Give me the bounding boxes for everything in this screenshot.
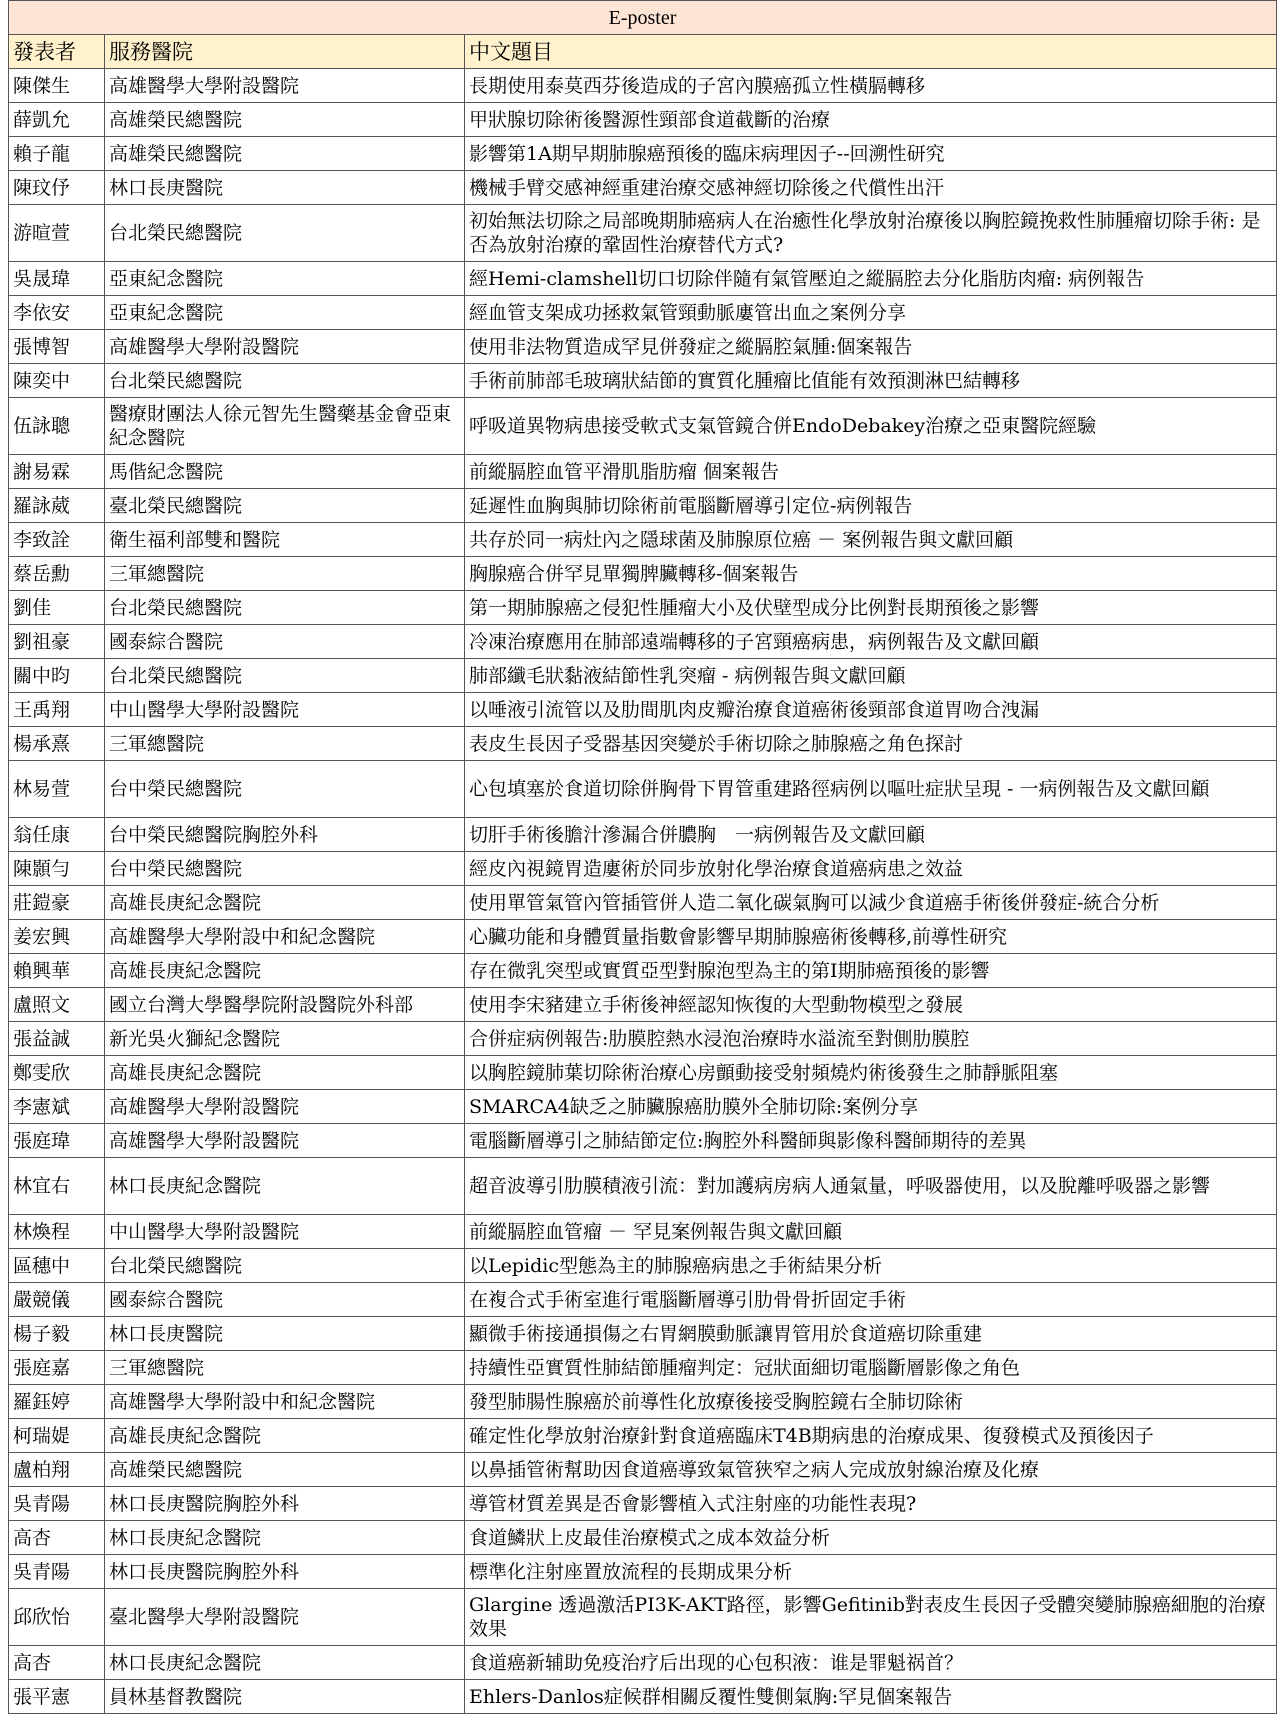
topic-cell: 以胸腔鏡肺葉切除術治療心房顫動接受射頻燒灼術後發生之肺靜脈阻塞	[465, 1056, 1277, 1090]
presenter-cell: 張庭嘉	[9, 1351, 105, 1385]
title-row	[9, 1, 1277, 35]
presenter-cell: 賴興華	[9, 954, 105, 988]
presenter-cell: 賴子龍	[9, 137, 105, 171]
topic-cell: 發型肺腸性腺癌於前導性化放療後接受胸腔鏡右全肺切除術	[465, 1385, 1277, 1419]
presenter-cell: 羅鈺婷	[9, 1385, 105, 1419]
presenter-cell: 吳青陽	[9, 1487, 105, 1521]
topic-cell: 持續性亞實質性肺結節腫瘤判定：冠狀面細切電腦斷層影像之角色	[465, 1351, 1277, 1385]
table-row	[9, 1317, 1277, 1351]
table-row	[9, 1589, 1277, 1646]
hospital-cell: 台北榮民總醫院	[105, 364, 465, 398]
table-row	[9, 455, 1277, 489]
topic-cell: 顯微手術接通損傷之右胃網膜動脈讓胃管用於食道癌切除重建	[465, 1317, 1277, 1351]
topic-cell: SMARCA4缺乏之肺臟腺癌肋膜外全肺切除:案例分享	[465, 1090, 1277, 1124]
topic-cell: 前縱膈腔血管瘤 － 罕見案例報告與文獻回顧	[465, 1215, 1277, 1249]
table-row	[9, 1419, 1277, 1453]
presenter-cell: 張庭瑋	[9, 1124, 105, 1158]
table-row	[9, 489, 1277, 523]
hospital-cell: 新光吳火獅紀念醫院	[105, 1022, 465, 1056]
presenter-cell: 鄭雯欣	[9, 1056, 105, 1090]
header-presenter: 發表者	[9, 35, 105, 69]
hospital-cell: 國立台灣大學醫學院附設醫院外科部	[105, 988, 465, 1022]
presenter-cell: 翁任康	[9, 818, 105, 852]
table-row	[9, 330, 1277, 364]
hospital-cell: 馬偕紀念醫院	[105, 455, 465, 489]
table-row	[9, 262, 1277, 296]
hospital-cell: 台北榮民總醫院	[105, 591, 465, 625]
presenter-cell: 高杏	[9, 1646, 105, 1680]
presenter-cell: 關中昀	[9, 659, 105, 693]
hospital-cell: 三軍總醫院	[105, 727, 465, 761]
presenter-cell: 王禹翔	[9, 693, 105, 727]
topic-cell: 使用單管氣管內管插管併人造二氧化碳氣胸可以減少食道癌手術後併發症-統合分析	[465, 886, 1277, 920]
presenter-cell: 李致詮	[9, 523, 105, 557]
topic-cell: 機械手臂交感神經重建治療交感神經切除後之代償性出汗	[465, 171, 1277, 205]
hospital-cell: 三軍總醫院	[105, 1351, 465, 1385]
presenter-cell: 吳青陽	[9, 1555, 105, 1589]
table-row	[9, 988, 1277, 1022]
table-row	[9, 103, 1277, 137]
table-row	[9, 1158, 1277, 1215]
presenter-cell: 盧柏翔	[9, 1453, 105, 1487]
table-row	[9, 171, 1277, 205]
presenter-cell: 楊承熹	[9, 727, 105, 761]
table-row	[9, 1385, 1277, 1419]
topic-cell: 導管材質差異是否會影響植入式注射座的功能性表現?	[465, 1487, 1277, 1521]
presenter-cell: 陳奕中	[9, 364, 105, 398]
presenter-cell: 游暄萱	[9, 205, 105, 262]
hospital-cell: 臺北醫學大學附設醫院	[105, 1589, 465, 1646]
hospital-cell: 林口長庚醫院胸腔外科	[105, 1487, 465, 1521]
hospital-cell: 台北榮民總醫院	[105, 659, 465, 693]
table-row	[9, 591, 1277, 625]
table-row	[9, 886, 1277, 920]
topic-cell: 確定性化學放射治療針對食道癌臨床T4B期病患的治療成果、復發模式及預後因子	[465, 1419, 1277, 1453]
topic-cell: 經血管支架成功拯救氣管頸動脈廔管出血之案例分享	[465, 296, 1277, 330]
table-row	[9, 296, 1277, 330]
presenter-cell: 張博智	[9, 330, 105, 364]
table-row	[9, 398, 1277, 455]
topic-cell: 合併症病例報告:肋膜腔熱水浸泡治療時水溢流至對側肋膜腔	[465, 1022, 1277, 1056]
table-row	[9, 625, 1277, 659]
topic-cell: 標準化注射座置放流程的長期成果分析	[465, 1555, 1277, 1589]
table-row	[9, 1453, 1277, 1487]
presenter-cell: 嚴競儀	[9, 1283, 105, 1317]
hospital-cell: 高雄醫學大學附設中和紀念醫院	[105, 920, 465, 954]
hospital-cell: 台北榮民總醫院	[105, 205, 465, 262]
hospital-cell: 林口長庚紀念醫院	[105, 1521, 465, 1555]
table-row	[9, 761, 1277, 818]
table-row	[9, 1283, 1277, 1317]
table-row	[9, 659, 1277, 693]
table-row	[9, 954, 1277, 988]
topic-cell: 食道鱗狀上皮最佳治療模式之成本效益分析	[465, 1521, 1277, 1555]
hospital-cell: 中山醫學大學附設醫院	[105, 693, 465, 727]
table-row	[9, 1090, 1277, 1124]
hospital-cell: 國泰綜合醫院	[105, 625, 465, 659]
hospital-cell: 中山醫學大學附設醫院	[105, 1215, 465, 1249]
presenter-cell: 劉祖豪	[9, 625, 105, 659]
topic-cell: 肺部纖毛狀黏液結節性乳突瘤 - 病例報告與文獻回顧	[465, 659, 1277, 693]
hospital-cell: 臺北榮民總醫院	[105, 489, 465, 523]
topic-cell: 第一期肺腺癌之侵犯性腫瘤大小及伏壁型成分比例對長期預後之影響	[465, 591, 1277, 625]
presenter-cell: 區穗中	[9, 1249, 105, 1283]
presenter-cell: 薛凱允	[9, 103, 105, 137]
presenter-cell: 林煥程	[9, 1215, 105, 1249]
hospital-cell: 高雄長庚紀念醫院	[105, 1056, 465, 1090]
topic-cell: 初始無法切除之局部晚期肺癌病人在治癒性化學放射治療後以胸腔鏡挽救性肺腫瘤切除手術: 是否為放射治療的鞏固性治療替代方式?	[465, 205, 1277, 262]
table-row	[9, 364, 1277, 398]
topic-cell: 以唾液引流管以及肋間肌肉皮瓣治療食道癌術後頸部食道胃吻合洩漏	[465, 693, 1277, 727]
presenter-cell: 楊子毅	[9, 1317, 105, 1351]
table-row	[9, 1555, 1277, 1589]
table-row	[9, 137, 1277, 171]
hospital-cell: 台中榮民總醫院胸腔外科	[105, 818, 465, 852]
hospital-cell: 高雄醫學大學附設醫院	[105, 1090, 465, 1124]
topic-cell: 冷凍治療應用在肺部遠端轉移的子宮頸癌病患，病例報告及文獻回顧	[465, 625, 1277, 659]
hospital-cell: 高雄長庚紀念醫院	[105, 1419, 465, 1453]
presenter-cell: 陳玟伃	[9, 171, 105, 205]
hospital-cell: 高雄榮民總醫院	[105, 103, 465, 137]
hospital-cell: 高雄榮民總醫院	[105, 1453, 465, 1487]
header-hospital: 服務醫院	[105, 35, 465, 69]
table-row	[9, 1351, 1277, 1385]
table-row	[9, 523, 1277, 557]
presenter-cell: 莊鎧豪	[9, 886, 105, 920]
topic-cell: 前縱膈腔血管平滑肌脂肪瘤 個案報告	[465, 455, 1277, 489]
presenter-cell: 張益誠	[9, 1022, 105, 1056]
hospital-cell: 高雄長庚紀念醫院	[105, 886, 465, 920]
hospital-cell: 林口長庚醫院	[105, 171, 465, 205]
hospital-cell: 高雄長庚紀念醫院	[105, 954, 465, 988]
presenter-cell: 林宜右	[9, 1158, 105, 1215]
table-row	[9, 205, 1277, 262]
topic-cell: 使用非法物質造成罕見併發症之縱膈腔氣腫:個案報告	[465, 330, 1277, 364]
topic-cell: 經Hemi-clamshell切口切除伴隨有氣管壓迫之縱膈腔去分化脂肪肉瘤: 病例報告	[465, 262, 1277, 296]
presenter-cell: 高杏	[9, 1521, 105, 1555]
table-row	[9, 1124, 1277, 1158]
table-row	[9, 693, 1277, 727]
hospital-cell: 三軍總醫院	[105, 557, 465, 591]
hospital-cell: 高雄醫學大學附設中和紀念醫院	[105, 1385, 465, 1419]
topic-cell: 延遲性血胸與肺切除術前電腦斷層導引定位-病例報告	[465, 489, 1277, 523]
header-row	[9, 35, 1277, 69]
topic-cell: 經皮內視鏡胃造廔術於同步放射化學治療食道癌病患之效益	[465, 852, 1277, 886]
topic-cell: 食道癌新辅助免疫治疗后出现的心包积液：谁是罪魁祸首？	[465, 1646, 1277, 1680]
presenter-cell: 謝易霖	[9, 455, 105, 489]
topic-cell: Ehlers-Danlos症候群相關反覆性雙側氣胸:罕見個案報告	[465, 1680, 1277, 1714]
eposter-table-container	[8, 0, 1276, 1714]
topic-cell: 甲狀腺切除術後醫源性頸部食道截斷的治療	[465, 103, 1277, 137]
topic-cell: 表皮生長因子受器基因突變於手術切除之肺腺癌之角色探討	[465, 727, 1277, 761]
hospital-cell: 高雄醫學大學附設醫院	[105, 1124, 465, 1158]
presenter-cell: 蔡岳勳	[9, 557, 105, 591]
eposter-table	[8, 0, 1277, 1714]
hospital-cell: 台中榮民總醫院	[105, 761, 465, 818]
hospital-cell: 台中榮民總醫院	[105, 852, 465, 886]
table-row	[9, 1521, 1277, 1555]
presenter-cell: 陳傑生	[9, 69, 105, 103]
presenter-cell: 李依安	[9, 296, 105, 330]
hospital-cell: 林口長庚紀念醫院	[105, 1158, 465, 1215]
topic-cell: 呼吸道異物病患接受軟式支氣管鏡合併EndoDebakey治療之亞東醫院經驗	[465, 398, 1277, 455]
table-row	[9, 1646, 1277, 1680]
presenter-cell: 羅詠葳	[9, 489, 105, 523]
table-row	[9, 1056, 1277, 1090]
hospital-cell: 林口長庚醫院胸腔外科	[105, 1555, 465, 1589]
table-row	[9, 1487, 1277, 1521]
hospital-cell: 員林基督教醫院	[105, 1680, 465, 1714]
topic-cell: 存在微乳突型或實質亞型對腺泡型為主的第I期肺癌預後的影響	[465, 954, 1277, 988]
hospital-cell: 醫療財團法人徐元智先生醫藥基金會亞東紀念醫院	[105, 398, 465, 455]
table-row	[9, 1680, 1277, 1714]
topic-cell: 共存於同一病灶內之隱球菌及肺腺原位癌 － 案例報告與文獻回顧	[465, 523, 1277, 557]
topic-cell: 胸腺癌合併罕見單獨脾臟轉移-個案報告	[465, 557, 1277, 591]
presenter-cell: 姜宏興	[9, 920, 105, 954]
hospital-cell: 高雄醫學大學附設醫院	[105, 330, 465, 364]
topic-cell: 超音波導引肋膜積液引流：對加護病房病人通氣量，呼吸器使用，以及脫離呼吸器之影響	[465, 1158, 1277, 1215]
hospital-cell: 亞東紀念醫院	[105, 262, 465, 296]
presenter-cell: 張平憲	[9, 1680, 105, 1714]
table-row	[9, 1249, 1277, 1283]
presenter-cell: 柯瑞媞	[9, 1419, 105, 1453]
table-title: E-poster	[9, 1, 1277, 35]
topic-cell: 長期使用泰莫西芬後造成的子宮內膜癌孤立性橫膈轉移	[465, 69, 1277, 103]
table-row	[9, 557, 1277, 591]
presenter-cell: 林易萱	[9, 761, 105, 818]
hospital-cell: 衛生福利部雙和醫院	[105, 523, 465, 557]
presenter-cell: 劉佳	[9, 591, 105, 625]
table-row	[9, 1215, 1277, 1249]
topic-cell: 手術前肺部毛玻璃狀結節的實質化腫瘤比值能有效預測淋巴結轉移	[465, 364, 1277, 398]
topic-cell: 影響第1A期早期肺腺癌預後的臨床病理因子--回溯性研究	[465, 137, 1277, 171]
hospital-cell: 國泰綜合醫院	[105, 1283, 465, 1317]
hospital-cell: 林口長庚醫院	[105, 1317, 465, 1351]
presenter-cell: 陳顥勻	[9, 852, 105, 886]
hospital-cell: 高雄榮民總醫院	[105, 137, 465, 171]
header-topic: 中文題目	[465, 35, 1277, 69]
presenter-cell: 吳晟瑋	[9, 262, 105, 296]
topic-cell: 切肝手術後膽汁滲漏合併膿胸 一病例報告及文獻回顧	[465, 818, 1277, 852]
topic-cell: 心臟功能和身體質量指數會影響早期肺腺癌術後轉移,前導性研究	[465, 920, 1277, 954]
topic-cell: 電腦斷層導引之肺結節定位:胸腔外科醫師與影像科醫師期待的差異	[465, 1124, 1277, 1158]
topic-cell: 使用李宋豬建立手術後神經認知恢復的大型動物模型之發展	[465, 988, 1277, 1022]
presenter-cell: 李憲斌	[9, 1090, 105, 1124]
hospital-cell: 亞東紀念醫院	[105, 296, 465, 330]
topic-cell: 以鼻插管術幫助因食道癌導致氣管狹窄之病人完成放射線治療及化療	[465, 1453, 1277, 1487]
presenter-cell: 伍詠聰	[9, 398, 105, 455]
topic-cell: 以Lepidic型態為主的肺腺癌病患之手術結果分析	[465, 1249, 1277, 1283]
topic-cell: 心包填塞於食道切除併胸骨下胃管重建路徑病例以嘔吐症狀呈現 - 一病例報告及文獻回顧	[465, 761, 1277, 818]
table-row	[9, 727, 1277, 761]
table-row	[9, 920, 1277, 954]
presenter-cell: 盧照文	[9, 988, 105, 1022]
hospital-cell: 林口長庚紀念醫院	[105, 1646, 465, 1680]
table-row	[9, 818, 1277, 852]
table-row	[9, 852, 1277, 886]
topic-cell: 在複合式手術室進行電腦斷層導引肋骨骨折固定手術	[465, 1283, 1277, 1317]
table-row	[9, 1022, 1277, 1056]
presenter-cell: 邱欣怡	[9, 1589, 105, 1646]
topic-cell: Glargine 透過激活PI3K-AKT路徑，影響Gefitinib對表皮生長因子受體突變肺腺癌細胞的治療效果	[465, 1589, 1277, 1646]
table-row	[9, 69, 1277, 103]
hospital-cell: 台北榮民總醫院	[105, 1249, 465, 1283]
hospital-cell: 高雄醫學大學附設醫院	[105, 69, 465, 103]
